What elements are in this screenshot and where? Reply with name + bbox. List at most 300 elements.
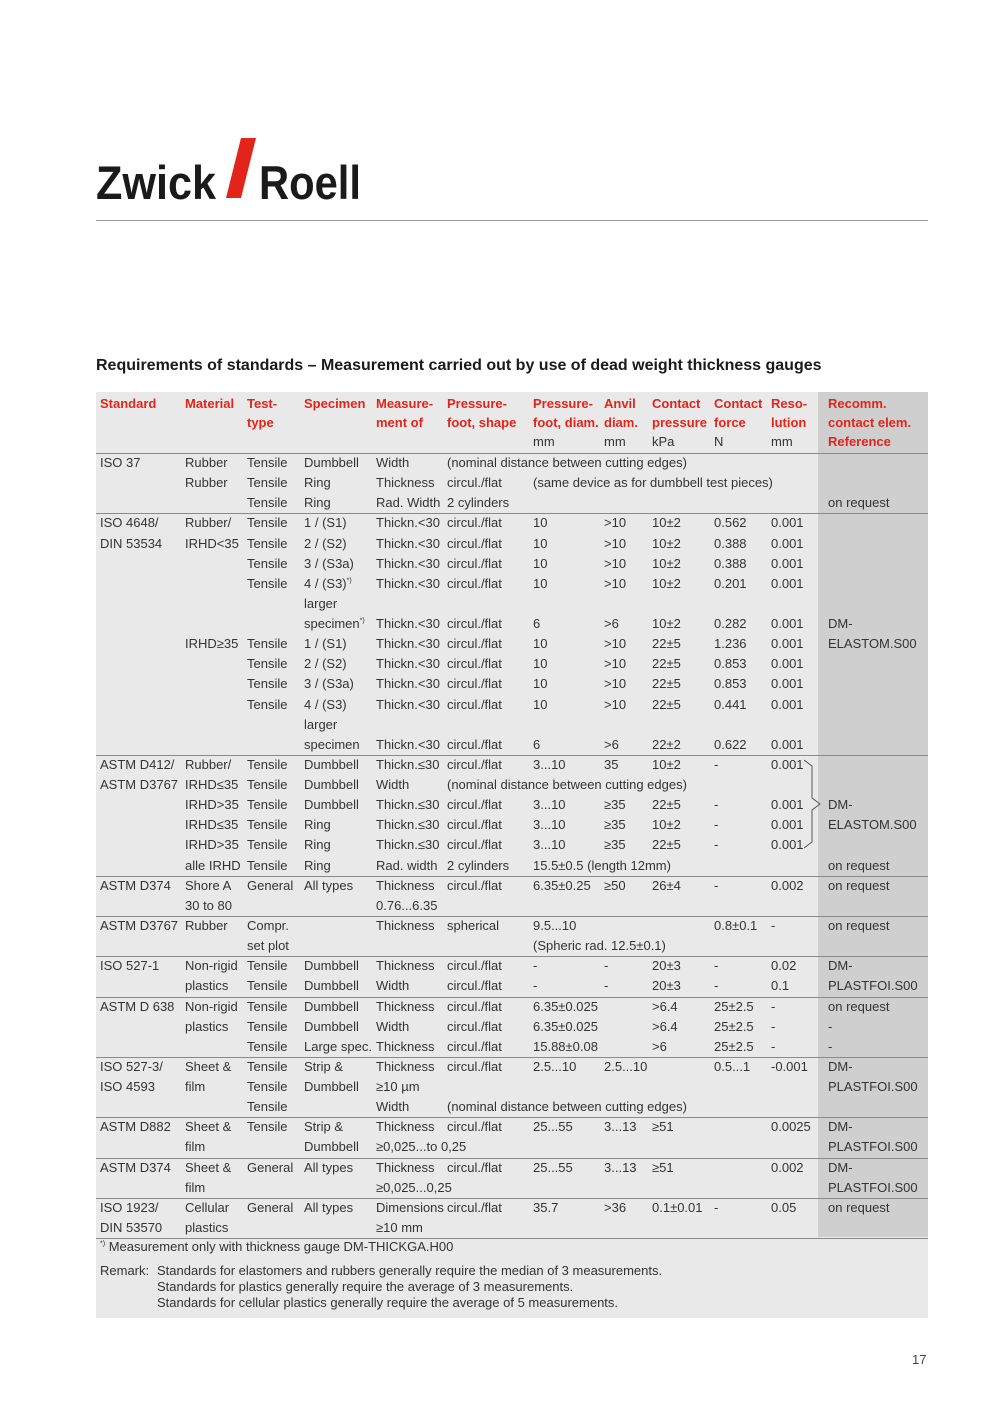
- table-cell-material: Rubber: [185, 475, 228, 490]
- table-cell-anvil: 35: [604, 757, 619, 772]
- column-header: ment of: [376, 415, 423, 430]
- table-cell-pfoot: circul./flat: [447, 576, 502, 591]
- column-header: Specimen: [304, 396, 366, 411]
- table-cell-anvil: >10: [604, 536, 627, 551]
- table-cell-rec: DM-: [828, 797, 853, 812]
- table-cell-res: 0.001: [771, 576, 804, 591]
- table-cell-cpress: 10±2: [652, 576, 681, 591]
- remark-line: Standards for elastomers and rubbers generally require the median of 3 measurements.: [157, 1263, 663, 1278]
- row-divider: [96, 876, 928, 877]
- table-cell-standard: ISO 37: [100, 455, 141, 470]
- table-cell-res: -: [771, 1019, 776, 1034]
- table-cell-specimen: Ring: [304, 858, 331, 873]
- table-cell-anvil: >10: [604, 515, 627, 530]
- table-cell-anvil: 3...13: [604, 1119, 637, 1134]
- table-cell-res: 0.001: [771, 697, 804, 712]
- table-cell-anvil: 2.5...10: [604, 1059, 648, 1074]
- table-cell-pdiam: 3...10: [533, 757, 566, 772]
- remark-line: Standards for cellular plastics generally require the average of 5 measurements.: [157, 1295, 619, 1310]
- column-header: pressure: [652, 415, 707, 430]
- table-cell-material: alle IRHD: [185, 858, 241, 873]
- table-cell-testtype: Tensile: [247, 817, 288, 832]
- table-cell-measurement: Thickn.<30: [376, 737, 440, 752]
- table-cell-standard: ISO 527-3/: [100, 1059, 163, 1074]
- table-cell-measurement: Thickness: [376, 878, 435, 893]
- table-cell-cpress: ≥51: [652, 1160, 674, 1175]
- table-cell-anvil: ≥50: [604, 878, 626, 893]
- table-cell-measurement: Thickness: [376, 1059, 435, 1074]
- table-cell-measurement: 0.76...6.35: [376, 898, 438, 913]
- table-cell-specimen: Dumbbell: [304, 1079, 359, 1094]
- table-cell-testtype: Tensile: [247, 536, 288, 551]
- column-header: foot, diam.: [533, 415, 599, 430]
- table-cell-cforce: -: [714, 878, 719, 893]
- table-cell-rec: on request: [828, 999, 890, 1014]
- row-divider: [96, 1057, 928, 1058]
- logo-slash-mark: [226, 138, 256, 198]
- table-cell-standard: ASTM D 638: [100, 999, 175, 1014]
- table-cell-specimen: Ring: [304, 837, 331, 852]
- table-cell-cpress: 10±2: [652, 817, 681, 832]
- table-cell-measurement: Thickn.≤30: [376, 817, 440, 832]
- table-cell-pfoot: circul./flat: [447, 1160, 502, 1175]
- table-cell-material: Rubber: [185, 918, 228, 933]
- table-cell-specimen: 1 / (S1): [304, 515, 347, 530]
- table-cell-specimen: specimen: [304, 737, 360, 752]
- table-cell-pdiam: (same device as for dumbbell test pieces): [533, 475, 773, 490]
- column-header: force: [714, 415, 746, 430]
- table-cell-res: 0.001: [771, 616, 804, 631]
- table-cell-cpress: 22±5: [652, 697, 681, 712]
- table-cell-specimen: Ring: [304, 817, 331, 832]
- table-cell-pfoot: spherical: [447, 918, 500, 933]
- table-cell-testtype: set plot: [247, 938, 289, 953]
- table-cell-anvil: >10: [604, 676, 627, 691]
- unit-label: N: [714, 434, 724, 449]
- column-header: Contact: [714, 396, 763, 411]
- table-cell-standard: DIN 53570: [100, 1220, 163, 1235]
- table-cell-cpress: >6.4: [652, 999, 678, 1014]
- table-cell-cpress: 22±5: [652, 837, 681, 852]
- table-cell-pfoot: 2 cylinders: [447, 858, 510, 873]
- table-cell-cforce: 0.5...1: [714, 1059, 751, 1074]
- table-cell-cforce: -: [714, 978, 719, 993]
- table-cell-cpress: 20±3: [652, 958, 681, 973]
- table-cell-material: Rubber/: [185, 515, 232, 530]
- table-cell-anvil: >6: [604, 616, 619, 631]
- table-cell-pfoot: circul./flat: [447, 999, 502, 1014]
- table-cell-pfoot: circul./flat: [447, 1059, 502, 1074]
- table-cell-rec: -: [828, 1039, 833, 1054]
- table-cell-cforce: 0.201: [714, 576, 747, 591]
- table-cell-standard: ISO 527-1: [100, 958, 160, 973]
- column-header: Reso-: [771, 396, 808, 411]
- table-cell-measurement: Thickn.<30: [376, 616, 440, 631]
- table-cell-pfoot: circul./flat: [447, 515, 502, 530]
- table-cell-rec: PLASTFOI.S00: [828, 1180, 918, 1195]
- table-cell-res: 0.05: [771, 1200, 797, 1215]
- table-cell-anvil: >6: [604, 737, 619, 752]
- table-cell-specimen: Dumbbell: [304, 978, 359, 993]
- table-cell-material: Shore A: [185, 878, 232, 893]
- table-cell-pfoot: circul./flat: [447, 878, 502, 893]
- table-cell-standard: ASTM D374: [100, 878, 171, 893]
- table-cell-specimen: Dumbbell: [304, 455, 359, 470]
- table-cell-rec: -: [828, 1019, 833, 1034]
- table-cell-standard: ISO 4648/: [100, 515, 159, 530]
- table-cell-pdiam: 10: [533, 676, 548, 691]
- table-cell-rec: PLASTFOI.S00: [828, 978, 918, 993]
- table-cell-testtype: Tensile: [247, 495, 288, 510]
- table-cell-res: 0.001: [771, 536, 804, 551]
- table-cell-material: Non-rigid: [185, 999, 238, 1014]
- column-header: Recomm.: [828, 396, 887, 411]
- row-divider: [96, 1198, 928, 1199]
- table-cell-specimen: All types: [304, 878, 354, 893]
- table-cell-res: 0.0025: [771, 1119, 811, 1134]
- table-cell-measurement: ≥0,025...0,25: [376, 1180, 452, 1195]
- table-cell-pdiam: 25...55: [533, 1119, 573, 1134]
- table-cell-rec: DM-: [828, 958, 853, 973]
- table-cell-pdiam: 25...55: [533, 1160, 573, 1175]
- unit-label: mm: [771, 434, 793, 449]
- table-cell-cpress: 22±5: [652, 656, 681, 671]
- table-cell-pfoot: 2 cylinders: [447, 495, 510, 510]
- table-cell-specimen: Dumbbell: [304, 777, 359, 792]
- table-cell-measurement: Thickn.<30: [376, 697, 440, 712]
- table-cell-cforce: 25±2.5: [714, 999, 754, 1014]
- table-cell-pfoot: circul./flat: [447, 656, 502, 671]
- table-cell-cpress: 10±2: [652, 757, 681, 772]
- table-cell-testtype: Tensile: [247, 676, 288, 691]
- table-cell-testtype: General: [247, 1160, 294, 1175]
- table-cell-testtype: General: [247, 878, 294, 893]
- table-cell-res: 0.001: [771, 676, 804, 691]
- table-cell-res: -: [771, 999, 776, 1014]
- table-cell-specimen: 3 / (S3a): [304, 556, 354, 571]
- table-cell-cpress: 22±5: [652, 636, 681, 651]
- table-cell-material: plastics: [185, 978, 229, 993]
- footnote: *) Measurement only with thickness gauge DM-THICKGA.H00: [100, 1239, 454, 1254]
- table-cell-measurement: ≥10 µm: [376, 1079, 420, 1094]
- table-cell-cpress: 20±3: [652, 978, 681, 993]
- table-cell-material: Rubber: [185, 455, 228, 470]
- row-divider: [96, 997, 928, 998]
- unit-label: mm: [533, 434, 555, 449]
- table-cell-rec: ELASTOM.S00: [828, 817, 917, 832]
- table-cell-res: 0.001: [771, 636, 804, 651]
- table-cell-measurement: Dimensions: [376, 1200, 444, 1215]
- table-cell-rec: on request: [828, 858, 890, 873]
- table-cell-measurement: Thickness: [376, 1039, 435, 1054]
- column-header: Pressure-: [533, 396, 593, 411]
- table-cell-pdiam: 10: [533, 636, 548, 651]
- column-header: Standard: [100, 396, 157, 411]
- logo-part-2: Roell: [259, 156, 361, 204]
- table-cell-pdiam: 10: [533, 556, 548, 571]
- table-cell-testtype: Tensile: [247, 475, 288, 490]
- table-cell-material: IRHD>35: [185, 797, 239, 812]
- table-cell-cforce: -: [714, 797, 719, 812]
- table-cell-res: -: [771, 918, 776, 933]
- column-header: Pressure-: [447, 396, 507, 411]
- table-cell-material: IRHD≤35: [185, 777, 239, 792]
- table-cell-material: IRHD<35: [185, 536, 239, 551]
- table-cell-specimen: 4 / (S3): [304, 697, 347, 712]
- column-header: type: [247, 415, 274, 430]
- table-cell-res: 0.001: [771, 737, 804, 752]
- table-cell-pdiam: 10: [533, 697, 548, 712]
- table-cell-pdiam: 10: [533, 656, 548, 671]
- table-cell-pfoot: (nominal distance between cutting edges): [447, 777, 687, 792]
- table-cell-res: -0.001: [771, 1059, 808, 1074]
- table-cell-specimen: Ring: [304, 475, 331, 490]
- table-cell-res: 0.1: [771, 978, 790, 993]
- table-cell-pdiam: 15.5±0.5 (length 12mm): [533, 858, 671, 873]
- column-header: lution: [771, 415, 807, 430]
- table-cell-pdiam: 10: [533, 536, 548, 551]
- table-cell-res: 0.001: [771, 556, 804, 571]
- table-cell-measurement: Thickn.≤30: [376, 837, 440, 852]
- table-cell-cforce: 0.388: [714, 536, 747, 551]
- table-cell-pdiam: -: [533, 978, 538, 993]
- table-cell-cpress: 22±2: [652, 737, 681, 752]
- table-cell-cpress: ≥51: [652, 1119, 674, 1134]
- table-cell-material: IRHD≥35: [185, 636, 239, 651]
- table-cell-cforce: 0.8±0.1: [714, 918, 758, 933]
- table-cell-measurement: Thickness: [376, 1160, 435, 1175]
- table-cell-res: 0.001: [771, 837, 804, 852]
- table-cell-measurement: Width: [376, 1099, 410, 1114]
- table-cell-standard: ISO 1923/: [100, 1200, 159, 1215]
- table-cell-testtype: Tensile: [247, 656, 288, 671]
- table-cell-pfoot: circul./flat: [447, 1039, 502, 1054]
- table-cell-cforce: 0.622: [714, 737, 747, 752]
- table-cell-specimen: Strip &: [304, 1119, 344, 1134]
- column-header: diam.: [604, 415, 638, 430]
- table-cell-measurement: ≥0,025...to 0,25: [376, 1139, 467, 1154]
- row-divider: [96, 956, 928, 957]
- table-cell-anvil: ≥35: [604, 837, 626, 852]
- table-cell-res: 0.001: [771, 515, 804, 530]
- table-cell-material: Sheet &: [185, 1119, 232, 1134]
- table-cell-cpress: 26±4: [652, 878, 681, 893]
- table-cell-specimen: Ring: [304, 495, 331, 510]
- table-cell-material: 30 to 80: [185, 898, 232, 913]
- table-cell-pfoot: circul./flat: [447, 1119, 502, 1134]
- table-cell-res: 0.001: [771, 757, 804, 772]
- table-cell-testtype: Compr.: [247, 918, 289, 933]
- table-cell-measurement: Thickn.≤30: [376, 797, 440, 812]
- table-cell-cpress: 10±2: [652, 515, 681, 530]
- table-cell-rec: on request: [828, 495, 890, 510]
- table-cell-pdiam: 3...10: [533, 797, 566, 812]
- table-cell-pdiam: 9.5...10: [533, 918, 577, 933]
- table-cell-specimen: Dumbbell: [304, 797, 359, 812]
- table-cell-anvil: >36: [604, 1200, 627, 1215]
- table-cell-cforce: 1.236: [714, 636, 747, 651]
- table-cell-rec: PLASTFOI.S00: [828, 1079, 918, 1094]
- table-cell-standard: ASTM D374: [100, 1160, 171, 1175]
- column-header: foot, shape: [447, 415, 517, 430]
- table-cell-pfoot: circul./flat: [447, 737, 502, 752]
- table-cell-testtype: Tensile: [247, 757, 288, 772]
- remark-label: Remark:: [100, 1263, 150, 1278]
- table-cell-testtype: Tensile: [247, 515, 288, 530]
- row-divider: [96, 1117, 928, 1118]
- table-cell-rec: ELASTOM.S00: [828, 636, 917, 651]
- table-cell-anvil: >10: [604, 636, 627, 651]
- table-cell-standard: ASTM D3767: [100, 777, 179, 792]
- column-header: Material: [185, 396, 235, 411]
- table-cell-pdiam: 10: [533, 515, 548, 530]
- table-cell-cforce: -: [714, 1200, 719, 1215]
- table-cell-cforce: -: [714, 757, 719, 772]
- table-cell-rec: DM-: [828, 616, 853, 631]
- table-cell-cpress: >6.4: [652, 1019, 678, 1034]
- table-cell-pfoot: circul./flat: [447, 817, 502, 832]
- table-cell-specimen: larger: [304, 596, 338, 611]
- table-cell-standard: DIN 53534: [100, 536, 163, 551]
- table-cell-cpress: 10±2: [652, 556, 681, 571]
- table-cell-testtype: Tensile: [247, 1019, 288, 1034]
- table-cell-standard: ASTM D412/: [100, 757, 175, 772]
- table-cell-specimen: 1 / (S1): [304, 636, 347, 651]
- table-cell-cforce: 0.562: [714, 515, 747, 530]
- table-cell-rec: on request: [828, 1200, 890, 1215]
- table-cell-specimen: Dumbbell: [304, 999, 359, 1014]
- table-cell-measurement: Thickn.<30: [376, 576, 440, 591]
- row-divider: [96, 1158, 928, 1159]
- table-cell-pdiam: 10: [533, 576, 548, 591]
- table-cell-specimen: 3 / (S3a): [304, 676, 354, 691]
- table-cell-testtype: Tensile: [247, 556, 288, 571]
- table-cell-anvil: -: [604, 978, 609, 993]
- table-cell-pdiam: 6: [533, 737, 541, 752]
- table-cell-specimen: Dumbbell: [304, 1019, 359, 1034]
- table-cell-material: IRHD>35: [185, 837, 239, 852]
- table-cell-material: film: [185, 1139, 206, 1154]
- table-cell-pdiam: 6.35±0.025: [533, 999, 598, 1014]
- table-cell-pfoot: circul./flat: [447, 1200, 502, 1215]
- table-cell-specimen: All types: [304, 1200, 354, 1215]
- table-cell-measurement: Thickness: [376, 1119, 435, 1134]
- table-cell-pdiam: (Spheric rad. 12.5±0.1): [533, 938, 666, 953]
- table-cell-measurement: Width: [376, 777, 410, 792]
- table-cell-cpress: 10±2: [652, 536, 681, 551]
- zwickroell-logo: [96, 138, 366, 204]
- table-cell-cforce: 0.441: [714, 697, 747, 712]
- row-divider: [96, 755, 928, 756]
- table-cell-measurement: Thickn.<30: [376, 515, 440, 530]
- table-cell-specimen: All types: [304, 1160, 354, 1175]
- table-cell-pfoot: circul./flat: [447, 697, 502, 712]
- table-cell-res: 0.002: [771, 878, 804, 893]
- table-cell-measurement: Thickness: [376, 958, 435, 973]
- table-cell-specimen: Dumbbell: [304, 1139, 359, 1154]
- column-header: Measure-: [376, 396, 434, 411]
- table-cell-anvil: >10: [604, 576, 627, 591]
- table-cell-rec: on request: [828, 878, 890, 893]
- table-cell-measurement: Thickness: [376, 918, 435, 933]
- column-header: Reference: [828, 434, 891, 449]
- table-cell-res: 0.02: [771, 958, 797, 973]
- table-cell-pfoot: circul./flat: [447, 797, 502, 812]
- table-cell-res: 0.001: [771, 797, 804, 812]
- column-header: contact elem.: [828, 415, 912, 430]
- table-cell-testtype: Tensile: [247, 837, 288, 852]
- table-cell-pfoot: circul./flat: [447, 1019, 502, 1034]
- table-cell-pdiam: 6: [533, 616, 541, 631]
- table-cell-testtype: Tensile: [247, 1119, 288, 1134]
- table-cell-material: Sheet &: [185, 1059, 232, 1074]
- table-cell-testtype: Tensile: [247, 697, 288, 712]
- table-cell-pdiam: 3...10: [533, 817, 566, 832]
- table-cell-testtype: Tensile: [247, 636, 288, 651]
- table-cell-anvil: >10: [604, 556, 627, 571]
- recommendation-column-background: [818, 392, 928, 1237]
- table-cell-pfoot: circul./flat: [447, 536, 502, 551]
- table-cell-specimen: larger: [304, 717, 338, 732]
- table-cell-cforce: -: [714, 958, 719, 973]
- table-cell-rec: DM-: [828, 1059, 853, 1074]
- table-cell-measurement: Width: [376, 1019, 410, 1034]
- table-cell-cpress: 22±5: [652, 797, 681, 812]
- table-cell-pfoot: (nominal distance between cutting edges): [447, 455, 687, 470]
- table-cell-testtype: Tensile: [247, 978, 288, 993]
- page-number: 17: [912, 1352, 927, 1367]
- table-cell-measurement: Thickn.<30: [376, 656, 440, 671]
- table-cell-material: Sheet &: [185, 1160, 232, 1175]
- table-cell-cforce: 0.282: [714, 616, 747, 631]
- table-cell-measurement: Thickness: [376, 999, 435, 1014]
- table-cell-cforce: 25±2.5: [714, 1019, 754, 1034]
- table-cell-pdiam: 35.7: [533, 1200, 559, 1215]
- page-title: Requirements of standards – Measurement carried out by use of dead weight thickness gauges: [96, 357, 822, 374]
- table-cell-measurement: Thickn.<30: [376, 536, 440, 551]
- table-cell-measurement: Thickn.<30: [376, 556, 440, 571]
- table-cell-testtype: Tensile: [247, 1079, 288, 1094]
- unit-label: mm: [604, 434, 626, 449]
- table-cell-cpress: 22±5: [652, 676, 681, 691]
- table-cell-cforce: 0.853: [714, 676, 747, 691]
- table-cell-specimen: Large spec.: [304, 1039, 372, 1054]
- table-cell-pdiam: 15.88±0.08: [533, 1039, 598, 1054]
- logo-part-1: Zwick: [96, 156, 217, 204]
- table-cell-material: Cellular: [185, 1200, 230, 1215]
- table-cell-cforce: 0.388: [714, 556, 747, 571]
- table-cell-specimen: 2 / (S2): [304, 656, 347, 671]
- table-cell-pfoot: circul./flat: [447, 837, 502, 852]
- table-cell-testtype: Tensile: [247, 455, 288, 470]
- table-cell-rec: PLASTFOI.S00: [828, 1139, 918, 1154]
- table-cell-cforce: -: [714, 817, 719, 832]
- remark-line: Standards for plastics generally require the average of 3 measurements.: [157, 1279, 574, 1294]
- table-cell-measurement: Thickn.<30: [376, 636, 440, 651]
- table-cell-cpress: 0.1±0.01: [652, 1200, 703, 1215]
- row-divider: [96, 916, 928, 917]
- table-cell-cpress: >6: [652, 1039, 667, 1054]
- row-divider: [96, 453, 928, 454]
- table-cell-specimen: 4 / (S3)*): [304, 576, 352, 591]
- table-cell-rec: DM-: [828, 1160, 853, 1175]
- table-cell-anvil: 3...13: [604, 1160, 637, 1175]
- table-cell-anvil: ≥35: [604, 817, 626, 832]
- table-cell-standard: ISO 4593: [100, 1079, 155, 1094]
- table-cell-res: 0.001: [771, 817, 804, 832]
- table-cell-pfoot: circul./flat: [447, 958, 502, 973]
- table-cell-measurement: Rad. width: [376, 858, 438, 873]
